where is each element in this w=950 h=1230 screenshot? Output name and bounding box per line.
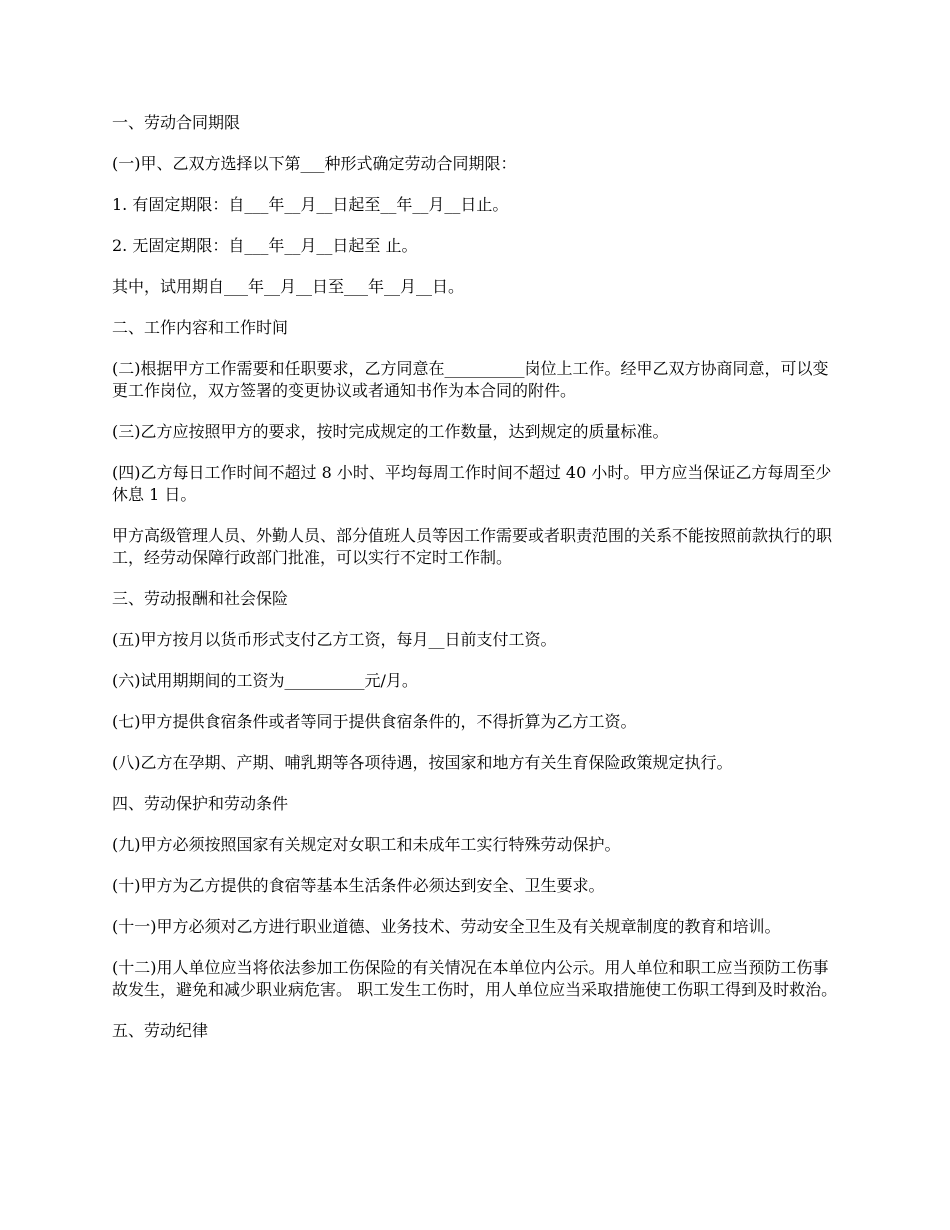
option-open-term: 2. 无固定期限：自___年__月__日起至 止。	[112, 236, 418, 255]
clause-5-payday: (五)甲方按月以货币形式支付乙方工资，每月__日前支付工资。	[112, 630, 557, 649]
clause-9-special-protection: (九)甲方必须按照国家有关规定对女职工和未成年工实行特殊劳动保护。	[112, 835, 621, 854]
clause-11-training: (十一)甲方必须对乙方进行职业道德、业务技术、劳动安全卫生及有关规章制度的教育和培训。	[112, 917, 781, 936]
clause-4-hours: (四)乙方每日工作时间不超过 8 小时、平均每周工作时间不超过 40 小时。甲方应当保证乙方每周至少休息 1 日。	[112, 463, 832, 504]
section-heading-protection: 四、劳动保护和劳动条件	[112, 794, 289, 813]
document-page	[112, 112, 838, 1061]
clause-10-living-conditions: (十)甲方为乙方提供的食宿等基本生活条件必须达到安全、卫生要求。	[112, 876, 605, 895]
clause-3-quota: (三)乙方应按照甲方的要求，按时完成规定的工作数量，达到规定的质量标准。	[112, 422, 669, 441]
clause-6-probation-pay: (六)试用期期间的工资为__________元/月。	[112, 671, 418, 690]
section-heading-discipline: 五、劳动纪律	[112, 1021, 209, 1040]
section-heading-pay: 三、劳动报酬和社会保险	[112, 589, 289, 608]
flexible-hours-note: 甲方高级管理人员、外勤人员、部分值班人员等因工作需要或者职责范围的关系不能按照前款执行的职工，经劳动保障行政部门批准，可以实行不定时工作制。	[112, 526, 833, 567]
section-heading-work: 二、工作内容和工作时间	[112, 318, 289, 337]
section-heading-term: 一、劳动合同期限	[112, 113, 241, 132]
clause-2-position: (二)根据甲方工作需要和任职要求，乙方同意在__________岗位上工作。经甲乙双方协商同意，可以变更工作岗位，双方签署的变更协议或者通知书作为本合同的附件。	[112, 359, 829, 400]
clause-8-maternity: (八)乙方在孕期、产期、哺乳期等各项待遇，按国家和地方有关生育保险政策规定执行。	[112, 753, 733, 772]
clause-1-term-type: (一)甲、乙双方选择以下第___种形式确定劳动合同期限：	[112, 154, 517, 173]
clause-12-injury-insurance: (十二)用人单位应当将依法参加工伤保险的有关情况在本单位内公示。用人单位和职工应当预防工伤事故发生，避免和减少职业病危害。 职工发生工伤时，用人单位应当采取措施使工伤职工得到及时救治。	[112, 958, 838, 999]
option-fixed-term: 1. 有固定期限：自___年__月__日起至__年__月__日止。	[112, 195, 509, 214]
clause-7-board: (七)甲方提供食宿条件或者等同于提供食宿条件的，不得折算为乙方工资。	[112, 712, 637, 731]
probation-period: 其中，试用期自___年__月__日至___年__月__日。	[112, 277, 465, 296]
